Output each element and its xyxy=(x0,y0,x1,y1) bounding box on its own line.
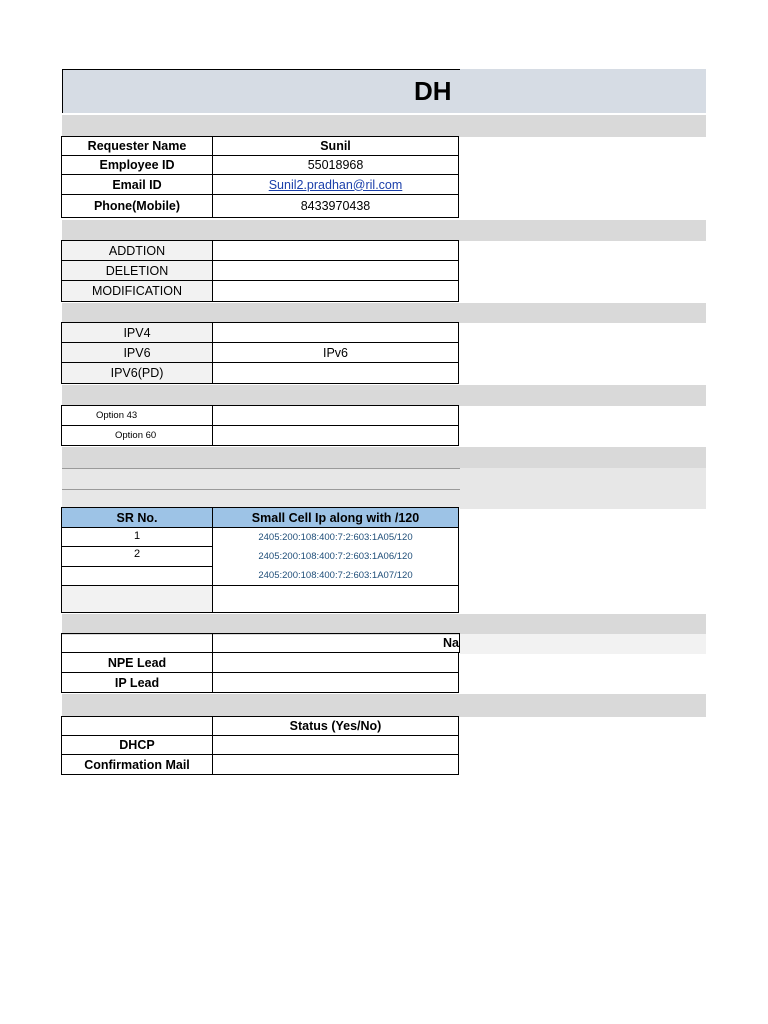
section-separator xyxy=(62,115,706,137)
npe-lead-label: NPE Lead xyxy=(61,652,213,673)
ipv6-pd-value[interactable] xyxy=(212,362,459,384)
section-separator xyxy=(62,447,706,468)
section-separator xyxy=(62,614,706,635)
confirmation-mail-label: Confirmation Mail xyxy=(61,754,213,775)
section-separator xyxy=(62,468,460,489)
table-row-sr: 1 xyxy=(61,527,213,547)
table-row-ip: 2405:200:108:400:7:2:603:1A06/120 xyxy=(212,546,459,567)
deletion-label: DELETION xyxy=(61,260,213,281)
name-header-right xyxy=(460,634,706,654)
requester-name-value: Sunil xyxy=(212,136,459,156)
deletion-value[interactable] xyxy=(212,260,459,281)
option-60-value[interactable] xyxy=(212,425,459,446)
ipv4-label: IPV4 xyxy=(61,322,213,343)
table-row-empty-label xyxy=(61,585,213,613)
npe-lead-value[interactable] xyxy=(212,652,459,673)
status-header-blank xyxy=(61,716,213,736)
confirmation-mail-status-value[interactable] xyxy=(212,754,459,775)
table-row-sr: 2 xyxy=(61,546,213,567)
table-row-ip: 2405:200:108:400:7:2:603:1A05/120 xyxy=(212,527,459,547)
addition-value[interactable] xyxy=(212,240,459,261)
modification-label: MODIFICATION xyxy=(61,280,213,302)
section-separator xyxy=(62,220,706,241)
modification-value[interactable] xyxy=(212,280,459,302)
page-title: DH xyxy=(414,76,452,106)
dhcp-status-value[interactable] xyxy=(212,735,459,755)
phone-value: 8433970438 xyxy=(212,194,459,218)
small-cell-ip-header: Small Cell Ip along with /120 xyxy=(212,507,459,528)
employee-id-value: 55018968 xyxy=(212,155,459,175)
ipv6-value[interactable]: IPv6 xyxy=(212,342,459,363)
section-separator xyxy=(62,303,706,323)
section-separator xyxy=(62,385,706,406)
dhcp-label: DHCP xyxy=(61,735,213,755)
table-row-empty-value[interactable] xyxy=(212,585,459,613)
section-separator-right xyxy=(460,468,706,509)
email-id-label: Email ID xyxy=(61,174,213,195)
table-row-ip: 2405:200:108:400:7:2:603:1A07/120 xyxy=(212,566,459,586)
table-row-sr xyxy=(61,566,213,586)
sr-no-header: SR No. xyxy=(61,507,213,528)
option-43-label: Option 43 xyxy=(61,405,213,426)
employee-id-label: Employee ID xyxy=(61,155,213,175)
addition-label: ADDTION xyxy=(61,240,213,261)
ipv6-pd-label: IPV6(PD) xyxy=(61,362,213,384)
title-band-right xyxy=(460,69,706,113)
email-link[interactable]: Sunil2.pradhan@ril.com xyxy=(268,177,403,192)
name-header-text: Na xyxy=(443,636,459,650)
ip-lead-value[interactable] xyxy=(212,672,459,693)
ipv4-value[interactable] xyxy=(212,322,459,343)
requester-name-label: Requester Name xyxy=(61,136,213,156)
email-id-value[interactable] xyxy=(212,174,459,195)
section-separator xyxy=(62,694,706,717)
section-separator xyxy=(62,489,460,508)
option-60-label: Option 60 xyxy=(61,425,213,446)
option-43-value[interactable] xyxy=(212,405,459,426)
approvals-header-blank xyxy=(61,633,213,653)
ipv6-label: IPV6 xyxy=(61,342,213,363)
name-header xyxy=(212,633,460,653)
ip-lead-label: IP Lead xyxy=(61,672,213,693)
phone-label: Phone(Mobile) xyxy=(61,194,213,218)
status-header: Status (Yes/No) xyxy=(212,716,459,736)
